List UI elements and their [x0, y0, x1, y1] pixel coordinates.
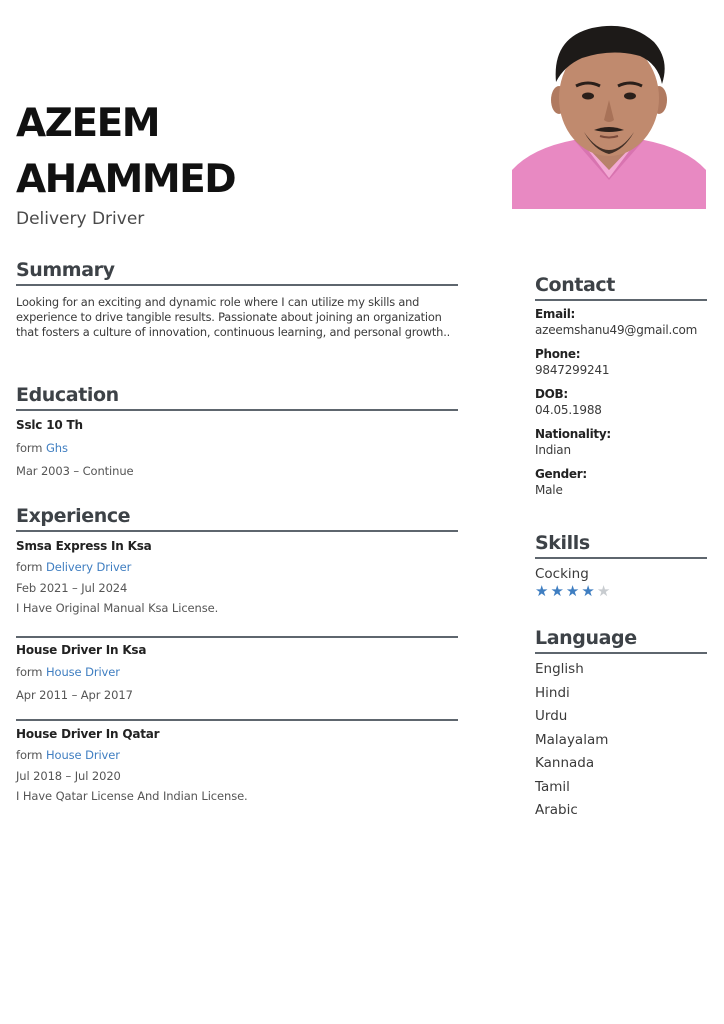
star-empty-icon: ★ [596, 582, 613, 600]
language-item: Arabic [535, 802, 578, 818]
experience-entry [16, 538, 458, 616]
gender-value: Male [535, 483, 563, 497]
experience-position-line [16, 747, 458, 763]
education-heading: Education [16, 383, 458, 411]
education-dates: Mar 2003 – Continue [16, 464, 134, 478]
star-filled-icon: ★ [535, 582, 551, 600]
experience-dates: Jul 2018 – Jul 2020 [16, 769, 121, 783]
language-item: Urdu [535, 708, 568, 724]
dob-value: 04.05.1988 [535, 403, 602, 417]
phone-label: Phone: [535, 347, 581, 361]
experience-description: I Have Qatar License And Indian License. [16, 789, 248, 803]
from-prefix: form [16, 560, 43, 574]
experience-title: House Driver In Qatar [16, 727, 160, 741]
language-item: Tamil [535, 778, 570, 795]
contact-section [535, 273, 707, 507]
language-item: English [535, 661, 584, 677]
name-line-first: AZEEM [16, 101, 160, 146]
star-filled-icon: ★ [550, 582, 566, 600]
experience-position-line [16, 664, 458, 680]
education-institution: Ghs [45, 441, 68, 455]
profile-photo [512, 20, 706, 209]
from-prefix: form [16, 441, 43, 455]
summary-text: Looking for an exciting and dynamic role where I can utilize my skills and experience to drive tangible results. Passionate about joining an organization that fosters a culture of innovation, continuous learning, and personal growth.. [16, 295, 451, 339]
star-filled-icon: ★ [565, 582, 582, 600]
experience-description: I Have Original Manual Ksa License. [16, 601, 219, 615]
experience-position: Delivery Driver [45, 560, 132, 574]
entry-divider [16, 636, 458, 638]
experience-dates: Apr 2011 – Apr 2017 [16, 688, 133, 702]
experience-entry [16, 642, 458, 703]
contact-heading: Contact [535, 273, 707, 301]
skill-rating [535, 583, 707, 599]
language-item: Kannada [535, 755, 595, 771]
job-title: Delivery Driver [16, 209, 145, 229]
experience-section [16, 504, 458, 616]
language-item: Hindi [535, 684, 570, 701]
gender-label: Gender: [535, 467, 587, 481]
skills-section [535, 531, 707, 599]
name-line-last: AHAMMED [16, 157, 236, 202]
experience-position: House Driver [45, 665, 120, 679]
language-section [535, 626, 707, 823]
language-item: Malayalam [535, 731, 609, 748]
from-prefix: form [16, 748, 43, 762]
star-filled-icon: ★ [581, 582, 597, 600]
education-institution-line [16, 440, 458, 456]
candidate-name [16, 96, 436, 208]
language-heading: Language [535, 626, 707, 654]
summary-section [16, 258, 458, 340]
contact-fields [535, 307, 707, 499]
skills-heading: Skills [535, 531, 707, 559]
nationality-label: Nationality: [535, 427, 611, 441]
entry-divider [16, 719, 458, 721]
email-value: azeemshanu49@gmail.com [535, 323, 698, 337]
language-list [535, 658, 707, 823]
experience-title: House Driver In Ksa [16, 643, 147, 657]
skill-name: Cocking [535, 566, 589, 582]
experience-position-line [16, 559, 458, 575]
experience-title: Smsa Express In Ksa [16, 539, 152, 553]
education-section [16, 383, 458, 479]
experience-entry [16, 726, 458, 804]
summary-heading: Summary [16, 258, 458, 286]
nationality-value: Indian [535, 443, 571, 457]
dob-label: DOB: [535, 387, 568, 401]
education-entry [16, 417, 458, 479]
skill-item [535, 565, 707, 599]
email-label: Email: [535, 307, 576, 321]
phone-value: 9847299241 [535, 363, 610, 377]
experience-heading: Experience [16, 504, 458, 532]
experience-dates: Feb 2021 – Jul 2024 [16, 581, 128, 595]
education-degree: Sslc 10 Th [16, 418, 83, 432]
experience-position: House Driver [45, 748, 120, 762]
from-prefix: form [16, 665, 43, 679]
